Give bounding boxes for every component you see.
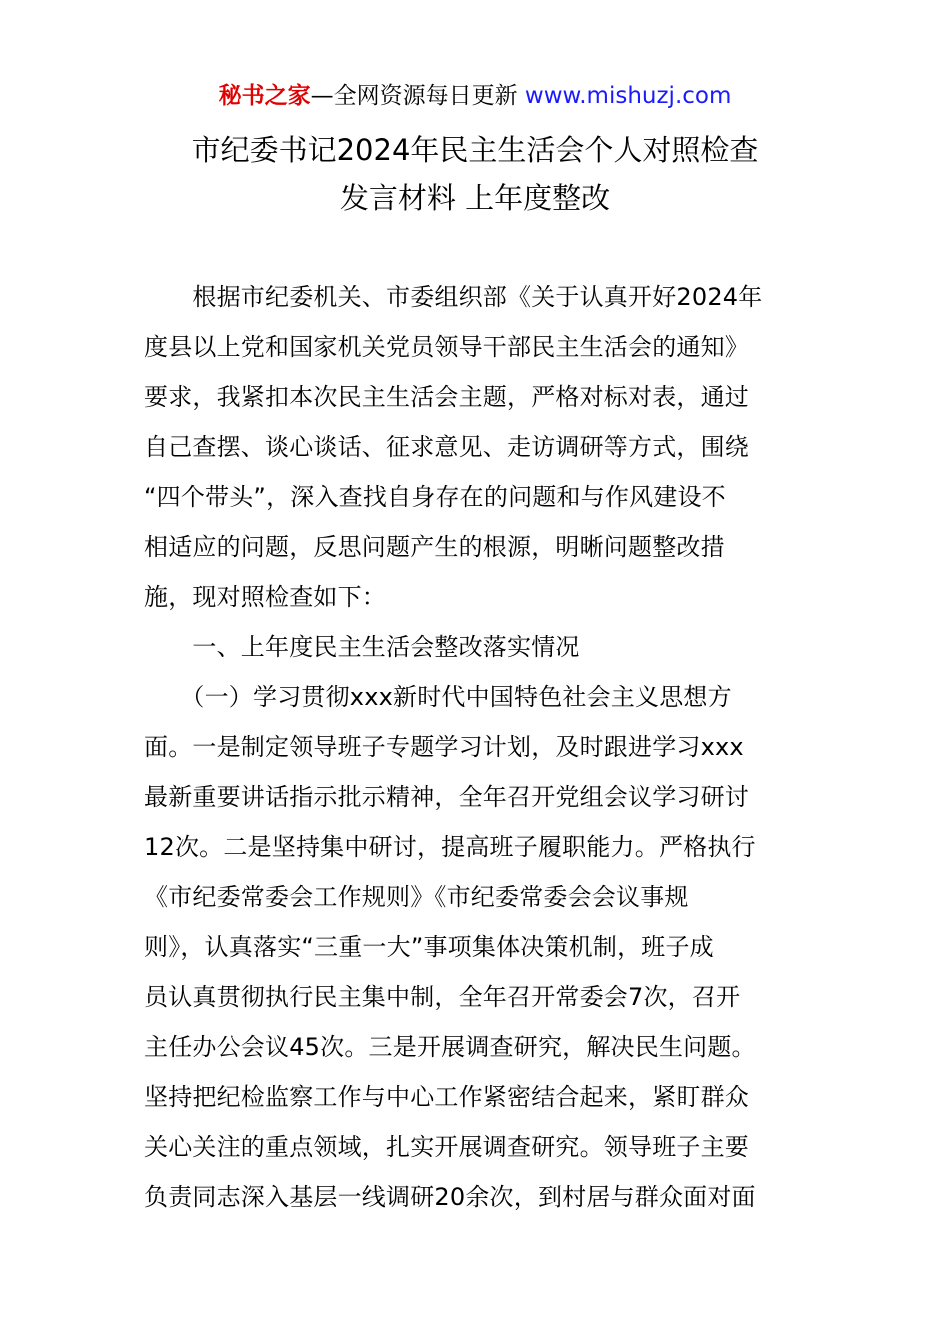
body-line: 负责同志深入基层一线调研20余次，到村居与群众面对面 [144, 1183, 756, 1211]
body-line: 坚持把纪检监察工作与中心工作紧密结合起来，紧盯群众 [144, 1083, 749, 1111]
body-line: 12次。二是坚持集中研讨，提高班子履职能力。严格执行 [144, 833, 756, 861]
body-line: 施，现对照检查如下： [144, 583, 386, 611]
body-line: 自己查摆、谈心谈话、征求意见、走访调研等方式，围绕 [144, 433, 749, 461]
body-line: 关心关注的重点领域，扎实开展调查研究。领导班子主要 [144, 1133, 749, 1161]
site-header [0, 80, 950, 112]
body-line: 《市纪委常委会工作规则》《市纪委常委会会议事规 [144, 883, 689, 911]
body-line: 度县以上党和国家机关党员领导干部民主生活会的通知》 [144, 333, 749, 361]
site-url-link[interactable]: www.mishuzj.com [524, 83, 732, 109]
site-tagline: —全网资源每日更新 [310, 83, 525, 109]
body-line: 面。一是制定领导班子专题学习计划，及时跟进学习xxx [144, 733, 744, 761]
body-line: 根据市纪委机关、市委组织部《关于认真开好2024年 [144, 283, 763, 311]
body-line: 则》，认真落实“三重一大”事项集体决策机制，班子成 [144, 933, 714, 961]
document-body [144, 272, 808, 1222]
body-line: 相适应的问题，反思问题产生的根源，明晰问题整改措 [144, 533, 725, 561]
site-brand: 秘书之家 [218, 83, 311, 109]
subsection-heading: （一）学习贯彻xxx新时代中国特色社会主义思想方 [144, 683, 732, 711]
document-title [0, 126, 950, 222]
body-line: 最新重要讲话指示批示精神，全年召开党组会议学习研讨 [144, 783, 749, 811]
body-line: 员认真贯彻执行民主集中制，全年召开常委会7次，召开 [144, 983, 741, 1011]
section-heading: 一、上年度民主生活会整改落实情况 [144, 633, 580, 661]
body-line: “四个带头”，深入查找自身存在的问题和与作风建设不 [144, 483, 726, 511]
title-line-1: 市纪委书记2024年民主生活会个人对照检查 [191, 133, 759, 167]
body-line: 要求，我紧扣本次民主生活会主题，严格对标对表，通过 [144, 383, 749, 411]
body-line: 主任办公会议45次。三是开展调查研究，解决民生问题。 [144, 1033, 756, 1061]
title-line-2: 发言材料 上年度整改 [339, 181, 611, 215]
